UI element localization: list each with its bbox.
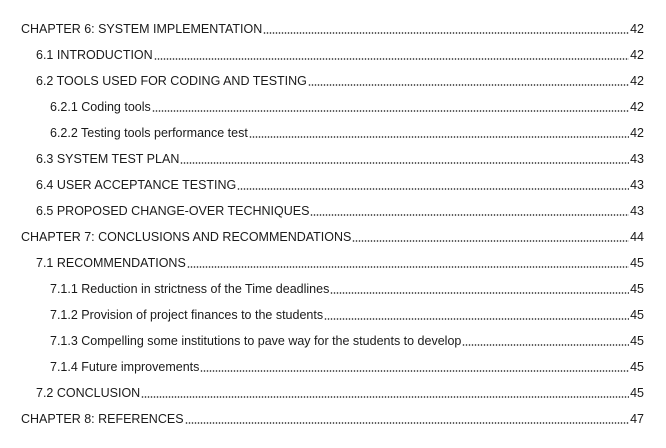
toc-entry-title: 7.1 RECOMMENDATIONS [36, 256, 186, 270]
table-of-contents [0, 16, 666, 432]
toc-entry-page: 45 [630, 386, 644, 400]
toc-entry-page: 42 [630, 48, 644, 62]
toc-entry-page: 42 [630, 126, 644, 140]
toc-entry-7-1-3[interactable] [0, 328, 666, 354]
dot-leader [185, 422, 630, 424]
toc-entry-6-5[interactable] [0, 198, 666, 224]
dot-leader [180, 162, 629, 164]
toc-entry-7-1-4[interactable] [0, 354, 666, 380]
toc-entry-chapter-6[interactable] [0, 16, 666, 42]
toc-entry-page: 45 [630, 282, 644, 296]
toc-entry-title: 6.3 SYSTEM TEST PLAN [36, 152, 180, 166]
toc-entry-title: 6.2.1 Coding tools [50, 100, 151, 114]
dot-leader [310, 214, 629, 216]
dot-leader [308, 84, 629, 86]
dot-leader [462, 344, 629, 346]
toc-entry-7-1-2[interactable] [0, 302, 666, 328]
toc-entry-page: 44 [630, 230, 644, 244]
toc-entry-title: 7.1.1 Reduction in strictness of the Time deadlines [50, 282, 330, 296]
toc-entry-page: 43 [630, 204, 644, 218]
toc-entry-title: 6.2 TOOLS USED FOR CODING AND TESTING [36, 74, 307, 88]
toc-entry-title: CHAPTER 8: REFERENCES [21, 412, 184, 426]
toc-entry-title: CHAPTER 6: SYSTEM IMPLEMENTATION [21, 22, 263, 36]
toc-entry-7-1-1[interactable] [0, 276, 666, 302]
dot-leader [200, 370, 629, 372]
toc-entry-page: 47 [630, 412, 644, 426]
toc-entry-title: 6.2.2 Testing tools performance test [50, 126, 248, 140]
dot-leader [263, 32, 629, 34]
dot-leader [154, 58, 629, 60]
dot-leader [352, 240, 629, 242]
dot-leader [141, 396, 629, 398]
toc-entry-page: 45 [630, 360, 644, 374]
toc-entry-page: 45 [630, 334, 644, 348]
dot-leader [330, 292, 629, 294]
toc-entry-6-2-2[interactable] [0, 120, 666, 146]
toc-entry-chapter-7[interactable] [0, 224, 666, 250]
dot-leader [249, 136, 629, 138]
toc-entry-title: 6.4 USER ACCEPTANCE TESTING [36, 178, 237, 192]
toc-entry-6-4[interactable] [0, 172, 666, 198]
toc-entry-page: 42 [630, 22, 644, 36]
toc-entry-chapter-8[interactable] [0, 406, 666, 432]
toc-entry-page: 43 [630, 152, 644, 166]
toc-entry-page: 45 [630, 308, 644, 322]
toc-entry-page: 42 [630, 100, 644, 114]
toc-entry-title: 7.1.2 Provision of project finances to the students [50, 308, 324, 322]
toc-entry-title: CHAPTER 7: CONCLUSIONS AND RECOMMENDATIONS [21, 230, 352, 244]
toc-entry-title: 7.1.3 Compelling some institutions to pave way for the students to develop [50, 334, 462, 348]
dot-leader [324, 318, 629, 320]
toc-entry-6-2[interactable] [0, 68, 666, 94]
toc-entry-7-1[interactable] [0, 250, 666, 276]
toc-entry-title: 6.5 PROPOSED CHANGE-OVER TECHNIQUES [36, 204, 310, 218]
toc-entry-6-1[interactable] [0, 42, 666, 68]
toc-entry-page: 43 [630, 178, 644, 192]
toc-entry-title: 7.1.4 Future improvements [50, 360, 200, 374]
toc-entry-6-2-1[interactable] [0, 94, 666, 120]
toc-entry-page: 42 [630, 74, 644, 88]
toc-entry-title: 6.1 INTRODUCTION [36, 48, 153, 62]
toc-entry-6-3[interactable] [0, 146, 666, 172]
dot-leader [187, 266, 629, 268]
dot-leader [237, 188, 629, 190]
toc-entry-title: 7.2 CONCLUSION [36, 386, 141, 400]
toc-entry-7-2[interactable] [0, 380, 666, 406]
toc-entry-page: 45 [630, 256, 644, 270]
dot-leader [152, 110, 629, 112]
